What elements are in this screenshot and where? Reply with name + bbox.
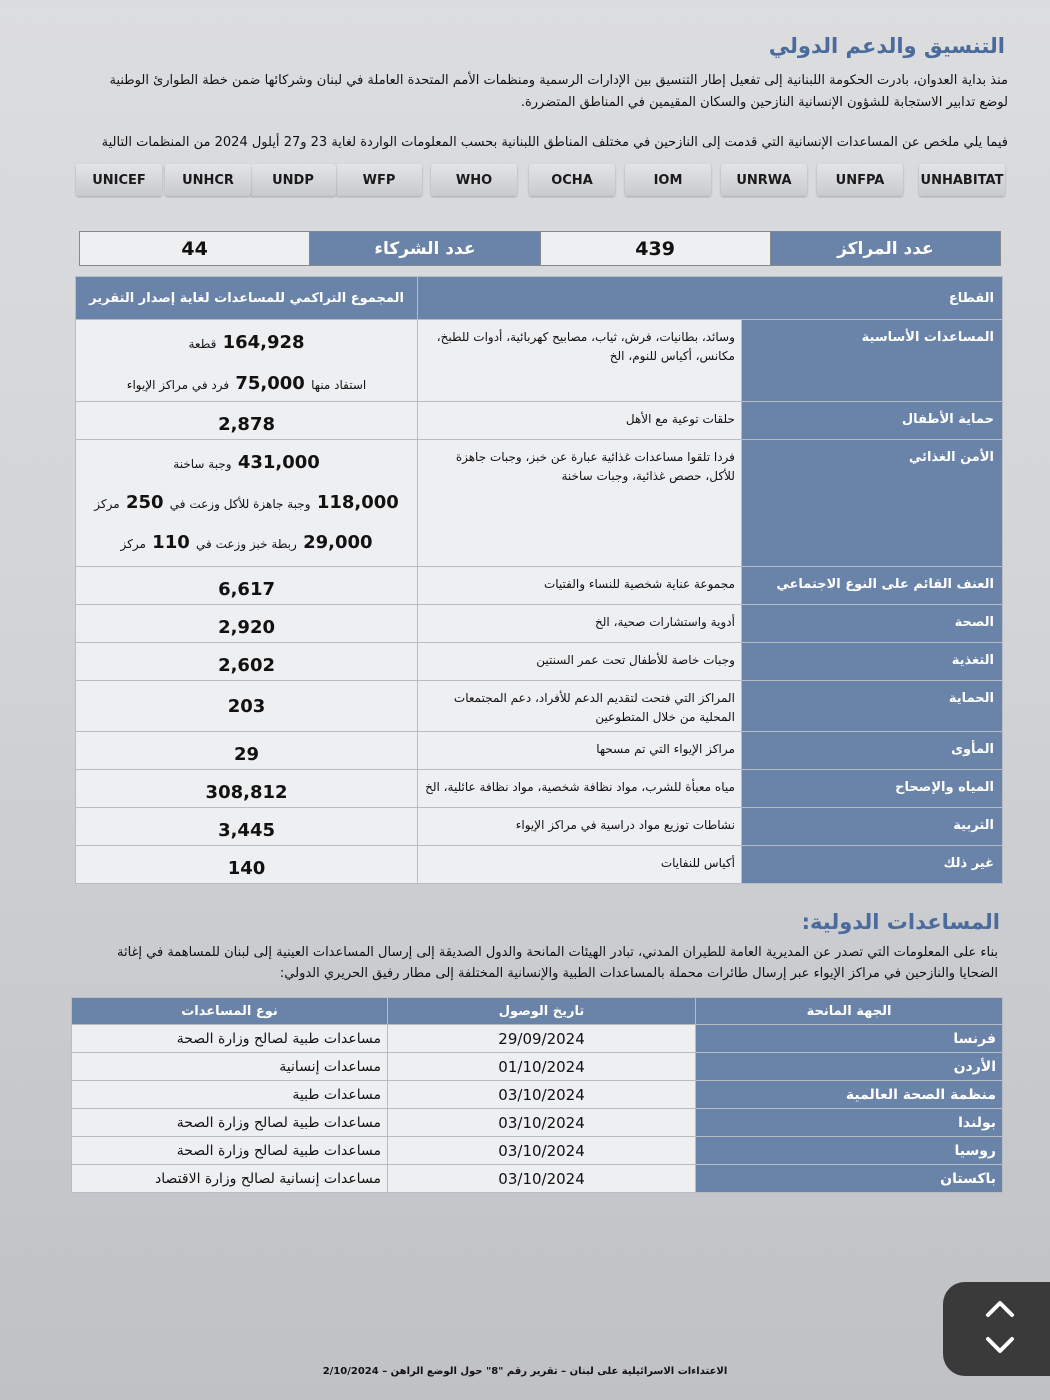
sector-name: المياه والإصحاح xyxy=(741,770,1002,808)
sector-description: مياه معبأة للشرب، مواد نظافة شخصية، مواد نظافة عائلية، الخ xyxy=(418,770,742,808)
donor-cell: منظمة الصحة العالمية xyxy=(696,1081,1003,1109)
date-cell: 03/10/2024 xyxy=(387,1165,695,1193)
org-button-iom[interactable]: IOM xyxy=(625,164,711,196)
sector-name: العنف القائم على النوع الاجتماعي xyxy=(741,567,1002,605)
coordination-paragraph-1-line-1: منذ بداية العدوان، بادرت الحكومة اللبنانية إلى تفعيل إطار التنسيق بين الإدارات الرسمية ومنظمات الأمم المتحدة العاملة في لبنان وشركائها ضمن خطة الطوارئ الوطنية xyxy=(109,73,1008,88)
partners-count-value: 44 xyxy=(80,232,309,265)
sector-description: وجبات خاصة للأطفال تحت عمر السنتين xyxy=(418,643,742,681)
date-column-header: تاريخ الوصول xyxy=(387,998,695,1025)
org-button-unfpa[interactable]: UNFPA xyxy=(817,164,903,196)
basic-extra-prefix: استفاد منها xyxy=(311,378,367,392)
table-row xyxy=(76,643,1003,681)
org-button-wfp[interactable]: WFP xyxy=(336,164,422,196)
table-row xyxy=(76,808,1003,846)
table-row xyxy=(72,1137,1003,1165)
food-2-unit: مركز xyxy=(94,497,120,511)
sector-description: فردا تلقوا مساعدات غذائية عبارة عن خبز، وجبات جاهزة للأكل، حصص غذائية، وجبات ساخنة xyxy=(418,440,742,567)
sector-total: 2,878 xyxy=(76,402,418,440)
sector-name: حماية الأطفال xyxy=(741,402,1002,440)
type-column-header: نوع المساعدات xyxy=(72,998,388,1025)
international-title: المساعدات الدولية: xyxy=(801,910,1000,934)
sector-description: وسائد، بطانيات، فرش، ثياب، مصابيح كهربائية، أدوات للطبخ، مكانس، أكياس للنوم، الخ xyxy=(418,320,742,402)
basic-extra-suffix: فرد في مراكز الإيواء xyxy=(126,378,230,392)
org-button-unhabitat[interactable]: UNHABITAT xyxy=(919,164,1005,196)
sector-total: 2,602 xyxy=(76,643,418,681)
coordination-title: التنسيق والدعم الدولي xyxy=(768,34,1005,58)
type-cell: مساعدات طبية xyxy=(72,1081,388,1109)
table-row xyxy=(76,770,1003,808)
sector-total: 2,920 xyxy=(76,605,418,643)
type-cell: مساعدات طبية لصالح وزارة الصحة xyxy=(72,1137,388,1165)
sector-total: 203 xyxy=(76,681,418,732)
food-3-count: 110 xyxy=(152,532,190,553)
basic-extra-number: 75,000 xyxy=(235,373,305,394)
sector-name: المأوى xyxy=(741,732,1002,770)
sector-name: غير ذلك xyxy=(741,846,1002,884)
sector-description: حلقات توعية مع الأهل xyxy=(418,402,742,440)
date-cell: 29/09/2024 xyxy=(387,1025,695,1053)
donor-cell: بولندا xyxy=(696,1109,1003,1137)
org-button-unicef[interactable]: UNICEF xyxy=(76,164,162,196)
org-button-undp[interactable]: UNDP xyxy=(250,164,336,196)
sector-total: 3,445 xyxy=(76,808,418,846)
type-cell: مساعدات إنسانية لصالح وزارة الاقتصاد xyxy=(72,1165,388,1193)
table-row xyxy=(72,1165,1003,1193)
sector-table-header xyxy=(76,277,1003,320)
sector-total: 308,812 xyxy=(76,770,418,808)
partners-count-label: عدد الشركاء xyxy=(309,232,539,265)
food-2-count: 250 xyxy=(125,492,164,513)
food-3-unit: مركز xyxy=(120,537,146,551)
sector-name: الحماية xyxy=(741,681,1002,732)
type-cell: مساعدات طبية لصالح وزارة الصحة xyxy=(72,1109,388,1137)
page-navigation-control xyxy=(943,1282,1050,1376)
sector-table xyxy=(75,276,1003,884)
donor-cell: باكستان xyxy=(696,1165,1003,1193)
donor-cell: روسيا xyxy=(696,1137,1003,1165)
chevron-down-icon[interactable] xyxy=(985,1336,1015,1362)
table-row xyxy=(76,605,1003,643)
sector-description: مجموعة عناية شخصية للنساء والفتيات xyxy=(418,567,742,605)
org-button-who[interactable]: WHO xyxy=(431,164,517,196)
table-row xyxy=(76,732,1003,770)
sector-total: 29 xyxy=(76,732,418,770)
chevron-up-icon[interactable] xyxy=(985,1298,1015,1324)
food-1-text: وجبة ساخنة xyxy=(173,457,232,471)
org-button-ocha[interactable]: OCHA xyxy=(529,164,615,196)
centers-count-value: 439 xyxy=(540,232,770,265)
table-row xyxy=(72,1109,1003,1137)
date-cell: 03/10/2024 xyxy=(387,1081,695,1109)
org-button-unhcr[interactable]: UNHCR xyxy=(165,164,251,196)
sector-total: 140 xyxy=(76,846,418,884)
sector-description: أكياس للنفايات xyxy=(418,846,742,884)
table-row xyxy=(76,320,1003,402)
food-2-text: وجبة جاهزة للأكل وزعت في xyxy=(169,497,311,511)
basic-total-unit: قطعة xyxy=(188,337,217,351)
centers-count-label: عدد المراكز xyxy=(770,232,1000,265)
table-row xyxy=(72,1081,1003,1109)
sector-total: 6,617 xyxy=(76,567,418,605)
donor-cell: فرنسا xyxy=(696,1025,1003,1053)
date-cell: 03/10/2024 xyxy=(387,1137,695,1165)
donor-column-header: الجهة المانحة xyxy=(696,998,1003,1025)
type-cell: مساعدات إنسانية xyxy=(72,1053,388,1081)
table-row xyxy=(72,1025,1003,1053)
sector-description: المراكز التي فتحت لتقديم الدعم للأفراد، دعم المجتمعات المحلية من خلال المتطوعين xyxy=(418,681,742,732)
sector-name: الصحة xyxy=(741,605,1002,643)
table-row xyxy=(76,846,1003,884)
donor-cell: الأردن xyxy=(696,1053,1003,1081)
table-row xyxy=(76,681,1003,732)
total-column-header: المجموع التراكمي للمساعدات لغاية إصدار التقرير xyxy=(76,277,418,320)
table-row xyxy=(76,567,1003,605)
international-aid-table xyxy=(71,997,1003,1193)
page-footer: الاعتداءات الاسرائيلية على لبنان – تقرير رقم "8" حول الوضع الراهن – 2/10/2024 xyxy=(322,1366,728,1377)
food-3-text: ربطة خبز وزعت في xyxy=(196,537,297,551)
coordination-paragraph-1-line-2: لوضع تدابير الاستجابة للشؤون الإنسانية النازحين والسكان المقيمين في المناطق المتضررة. xyxy=(520,95,1008,110)
sector-description: مراكز الإيواء التي تم مسحها xyxy=(418,732,742,770)
table-row xyxy=(76,402,1003,440)
international-paragraph-line-1: بناء على المعلومات التي تصدر عن المديرية العامة للطيران المدني، تبادر الهيئات المانحة والدول الصديقة إلى إرسال المساعدات العينية إلى لبنان للمساهمة في إغاثة xyxy=(117,945,998,960)
table-row xyxy=(76,440,1003,567)
counts-row xyxy=(79,231,1001,266)
sector-description: نشاطات توزيع مواد دراسية في مراكز الإيواء xyxy=(418,808,742,846)
international-paragraph xyxy=(58,942,998,984)
sector-name: الأمن الغذائي xyxy=(741,440,1002,567)
international-table-header xyxy=(72,998,1003,1025)
sector-description: أدوية واستشارات صحية، الخ xyxy=(418,605,742,643)
food-1-number: 431,000 xyxy=(237,452,320,473)
org-button-unrwa[interactable]: UNRWA xyxy=(721,164,807,196)
sector-name: التربية xyxy=(741,808,1002,846)
date-cell: 03/10/2024 xyxy=(387,1109,695,1137)
sector-name: المساعدات الأساسية xyxy=(741,320,1002,402)
basic-total-value: 164,928 xyxy=(222,332,305,353)
sector-column-header: القطاع xyxy=(418,277,1003,320)
date-cell: 01/10/2024 xyxy=(387,1053,695,1081)
sector-total xyxy=(76,320,418,402)
sector-name: التغذية xyxy=(741,643,1002,681)
food-2-number: 118,000 xyxy=(316,492,399,513)
international-paragraph-line-2: الضحايا والنازحين في مراكز الإيواء عبر إرسال طائرات محملة بالمساعدات الطبية والإنسانية المختلفة إلى مطار رفيق الحريري الدولي: xyxy=(279,966,998,981)
coordination-paragraph-1 xyxy=(48,70,1008,114)
type-cell: مساعدات طبية لصالح وزارة الصحة xyxy=(72,1025,388,1053)
food-3-number: 29,000 xyxy=(303,532,373,553)
sector-total xyxy=(76,440,418,567)
coordination-paragraph-2: فيما يلي ملخص عن المساعدات الإنسانية التي قدمت إلى النازحين في مختلف المناطق اللبنانية بحسب المعلومات الواردة لغاية 23 و27 أيلول 2024 من المنظمات التالية xyxy=(101,135,1008,150)
table-row xyxy=(72,1053,1003,1081)
